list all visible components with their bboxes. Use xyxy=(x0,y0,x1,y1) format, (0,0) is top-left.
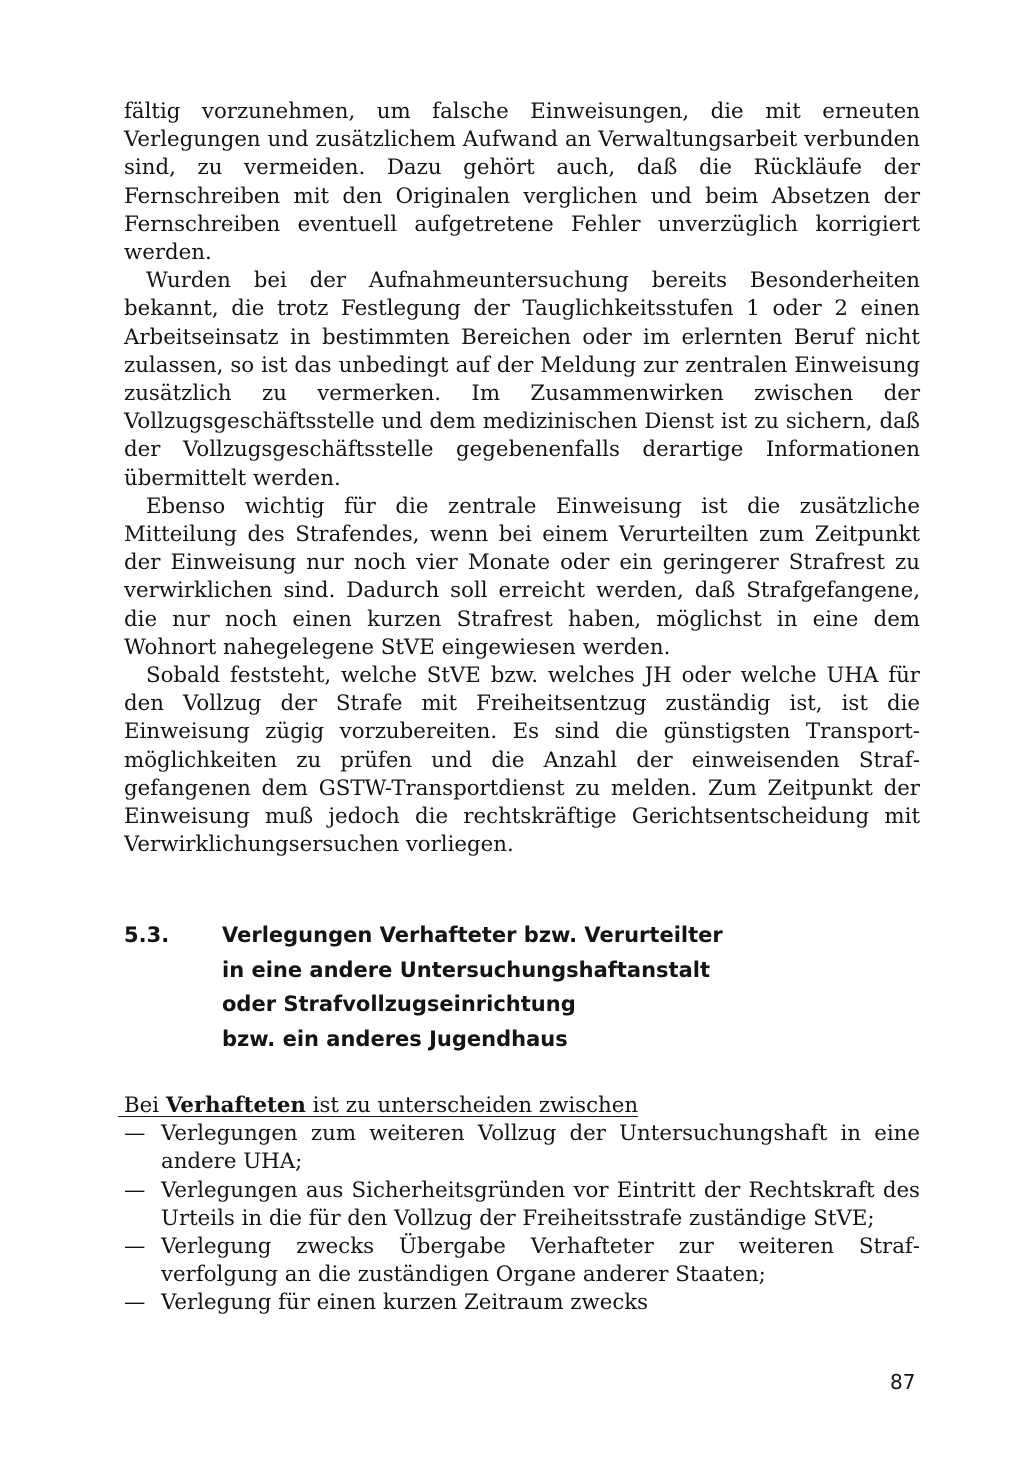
list-item-text: Verlegung zwecks Übergabe Verhafteter zur weiteren Strafverfolgung an die zuständigen Organe anderer Staaten; xyxy=(161,1234,920,1288)
dash-bullet: — xyxy=(124,1121,146,1147)
list-item-text: Verlegungen aus Sicherheitsgründen vor Eintritt der Rechtskraft des Urteils in die für den Vollzug der Freiheitsstrafe zuständige StVE; xyxy=(161,1177,920,1231)
list-item xyxy=(124,1233,920,1289)
body-text xyxy=(124,98,920,859)
dash-bullet: — xyxy=(124,1290,146,1316)
section-number: 5.3. xyxy=(124,923,170,947)
list-item xyxy=(124,1120,920,1176)
list-intro-prefix: Bei xyxy=(124,1093,166,1118)
list-item xyxy=(124,1289,920,1317)
paragraph: Ebenso wichtig für die zentrale Einweisung ist die zusätzliche Mitteilung des Strafendes, wenn bei einem Verurteilten zum Zeitpunkt der Einweisung nur noch vier Monate oder ein geringerer Strafrest zu verwirklichen sind. Dadurch soll erreicht werden, daß Strafgefangene, die nur noch einen kurzen Strafrest haben, möglichst in eine dem Wohnort nahegelegene StVE eingewiesen werden. xyxy=(124,493,920,660)
dash-bullet: — xyxy=(124,1234,146,1260)
list-intro-suffix: ist zu unterscheiden zwischen xyxy=(305,1093,639,1118)
list-item xyxy=(124,1177,920,1233)
section-title xyxy=(222,918,920,1056)
handwritten-underline xyxy=(118,1116,638,1117)
section-title-line: Verlegungen Verhafteter bzw. Verurteilter xyxy=(222,923,723,947)
list-block xyxy=(124,1092,920,1318)
dash-list xyxy=(124,1120,920,1317)
dash-bullet: — xyxy=(124,1177,146,1203)
paragraph: fältig vorzunehmen, um falsche Einweisungen, die mit erneuten Verlegungen und zusätzlichem Aufwand an Verwaltungsarbeit verbunden sind, zu vermeiden. Dazu gehört auch, daß die Rückläufe der Fernschreiben mit den Originalen verglichen und beim Absetzen der Fernschreiben eventuell aufgetretene Fehler unverzüglich korrigiert werden. xyxy=(124,99,920,266)
page-number: 87 xyxy=(890,1370,916,1394)
section-title-line: oder Strafvollzugseinrichtung xyxy=(222,992,576,1016)
section-title-line: in eine andere Untersuchungshaftanstalt xyxy=(222,957,710,982)
paragraph: Sobald feststeht, welche StVE bzw. welches JH oder welche UHA für den Vollzug der Strafe mit Freiheitsentzug zuständig ist, ist die Einweisung zügig vorzubereiten. Es sind die günstigsten Transportmöglichkeiten zu prüfen und die Anzahl der einweisenden Strafgefangenen dem GSTW-Transportdienst zu melden. Zum Zeitpunkt der Einweisung muß jedoch die rechtskräftige Gerichtsentscheidung mit Verwirklichungsersuchen vorliegen. xyxy=(124,663,920,858)
list-intro xyxy=(124,1092,638,1120)
section-heading xyxy=(124,918,920,1056)
paragraph: Wurden bei der Aufnahmeuntersuchung bereits Besonderheiten bekannt, die trotz Festlegung der Tauglichkeitsstufen 1 oder 2 einen Arbeitseinsatz in bestimmten Bereichen oder im erlernten Beruf nicht zulassen, so ist das unbedingt auf der Meldung zur zentralen Einweisung zusätzlich zu vermerken. Im Zusammenwirken zwischen der Vollzugsgeschäftsstelle und dem medizinischen Dienst ist zu sichern, daß der Vollzugsgeschäftsstelle gegebenenfalls derartige Informationen übermittelt werden. xyxy=(124,268,920,491)
section-title-line: bzw. ein anderes Jugendhaus xyxy=(222,1026,568,1051)
list-item-text: Verlegungen zum weiteren Vollzug der Untersuchungshaft in eine andere UHA; xyxy=(161,1121,920,1175)
list-item-text: Verlegung für einen kurzen Zeitraum zwecks xyxy=(161,1290,649,1316)
list-intro-bold: Verhafteten xyxy=(165,1093,306,1118)
